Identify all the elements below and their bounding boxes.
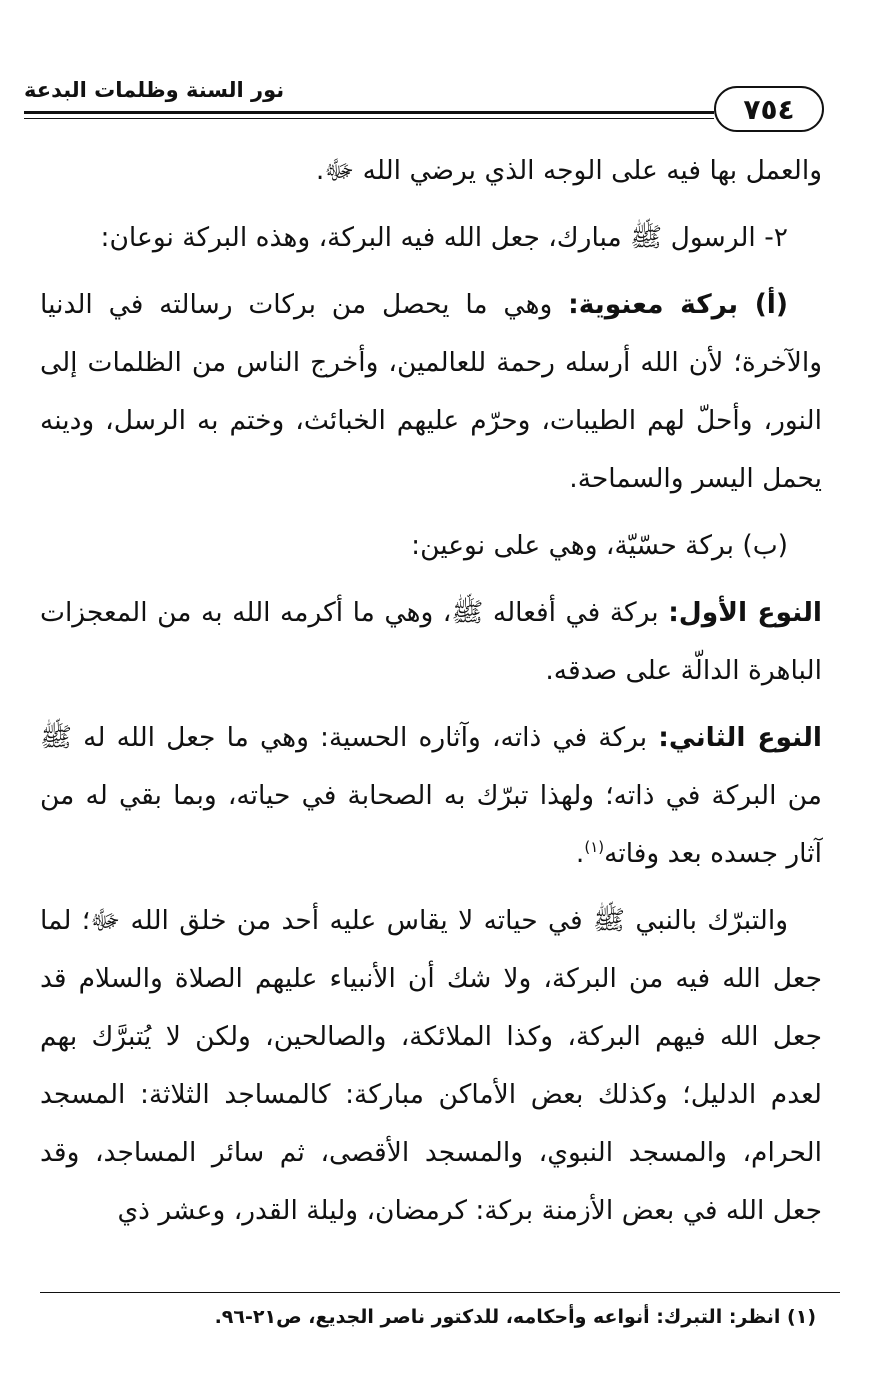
footnote-ref: (١) xyxy=(584,838,605,857)
header-rule-thick xyxy=(24,111,714,114)
running-title: نور السنة وظلمات البدعة xyxy=(24,78,285,102)
paragraph-5-lead: النوع الأول: xyxy=(668,597,822,628)
paragraph-2: ٢- الرسول ﷺ مبارك، جعل الله فيه البركة، وهذه البركة نوعان: xyxy=(100,222,788,253)
paragraph-7: والتبرّك بالنبي ﷺ في حياته لا يقاس عليه أحد من خلق الله ﷻ؛ لما جعل الله فيه من البركة، ولا شك أن الأنبياء عليهم الصلاة والسلام قد جعل الله فيهم البركة، وكذا الملائكة، والصالحين، ولكن لا يُتبرَّك بهم لعدم الدليل؛ وكذلك بعض الأماكن مباركة: كالمساجد الثلاثة: المسجد الحرام، والمسجد النبوي، والمسجد الأقصى، ثم سائر المساجد، وقد جعل الله في بعض الأزمنة بركة: كرمضان، وليلة القدر، وعشر ذي xyxy=(40,905,822,1226)
page-number: ٧٥٤ xyxy=(743,92,795,126)
footnote: (١) انظر: التبرك: أنواعه وأحكامه، للدكتور ناصر الجديع، ص٢١-٩٦. xyxy=(214,1306,816,1328)
paragraph-5 xyxy=(40,584,822,700)
paragraph-3 xyxy=(40,276,822,508)
body-text xyxy=(40,142,822,1249)
running-header xyxy=(24,76,824,128)
paragraph-3-lead: (أ) بركة معنوية: xyxy=(568,289,789,320)
page-number-badge xyxy=(714,86,824,132)
paragraph-6 xyxy=(40,709,822,883)
paragraph-5-text: بركة في أفعاله ﷺ، وهي ما أكرمه الله به من المعجزات الباهرة الدالّة على صدقه. xyxy=(40,597,822,686)
paragraph-6-text: بركة في ذاته، وآثاره الحسية: وهي ما جعل الله له ﷺ من البركة في ذاته؛ ولهذا تبرّك به الصحابة في حياته، وبما بقي له من آثار جسده بعد وفاته xyxy=(40,722,822,869)
paragraph-6-end: . xyxy=(575,838,585,869)
paragraph-1: والعمل بها فيه على الوجه الذي يرضي الله ﷻ. xyxy=(315,155,822,186)
header-rule-thin xyxy=(24,118,714,119)
paragraph-4: (ب) بركة حسّيّة، وهي على نوعين: xyxy=(411,530,788,561)
footnote-rule xyxy=(40,1292,840,1293)
paragraph-6-lead: النوع الثاني: xyxy=(658,722,822,753)
paragraph-3-text: وهي ما يحصل من بركات رسالته في الدنيا والآخرة؛ لأن الله أرسله رحمة للعالمين، وأخرج الناس من الظلمات إلى النور، وأحلّ لهم الطيبات، وحرّم عليهم الخبائث، وختم به الرسل، ودينه يحمل اليسر والسماحة. xyxy=(40,289,822,494)
